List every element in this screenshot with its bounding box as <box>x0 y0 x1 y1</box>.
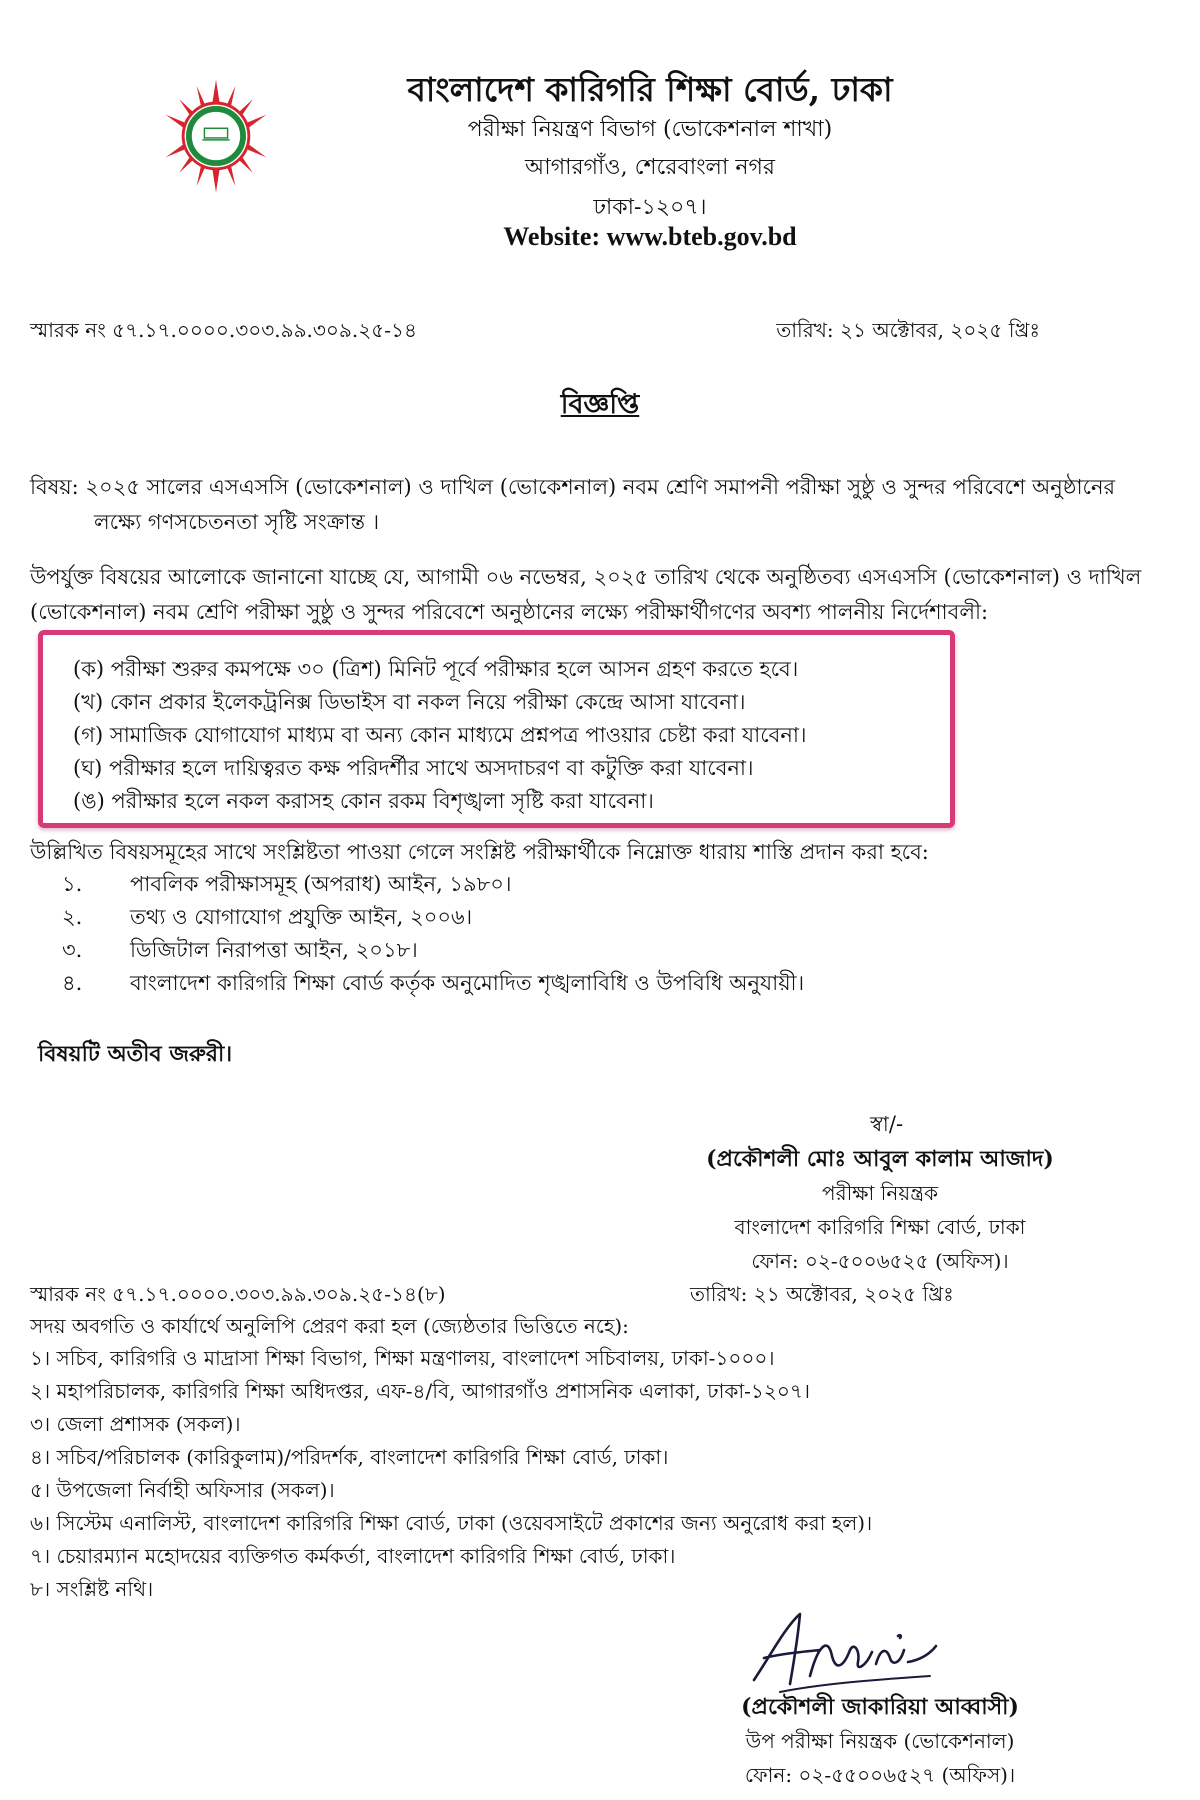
signatory-1-org: বাংলাদেশ কারিগরি শিক্ষা বোর্ড, ঢাকা <box>734 1215 1026 1239</box>
website-line: Website: www.bteb.gov.bd <box>503 222 797 251</box>
intro-line-2: (ভোকেশনাল) নবম শ্রেণি পরীক্ষা সুষ্ঠু ও সুন্দর পরিবেশে অনুষ্ঠানের লক্ষ্যে পরীক্ষার্থীগণের অবশ্য পালনীয় নির্দেশাবলী: <box>30 600 989 624</box>
notice-title: বিজ্ঞপ্তি <box>560 389 640 420</box>
laws-list <box>62 868 1122 1000</box>
copy-intro: সদয় অবগতি ও কার্যার্থে অনুলিপি প্রেরণ করা হল (জ্যেষ্ঠতার ভিত্তিতে নহে): <box>30 1314 629 1338</box>
intro-line-1: উপর্যুক্ত বিষয়ের আলোকে জানানো যাচ্ছে যে, আগামী ০৬ নভেম্বর, ২০২৫ তারিখ থেকে অনুষ্ঠিতব্য এসএসসি (ভোকেশনাল) ও দাখিল <box>30 565 1142 589</box>
handwritten-signature <box>740 1606 940 1696</box>
address-line-2: ঢাকা-১২০৭। <box>593 195 707 220</box>
signatory-2-name: (প্রকৌশলী জাকারিয়া আব্বাসী) <box>741 1694 1019 1720</box>
subject-line-1: বিষয়: ২০২৫ সালের এসএসসি (ভোকেশনাল) ও দাখিল (ভোকেশনাল) নবম শ্রেণি সমাপনী পরীক্ষা সুষ্ঠু ও সুন্দর পরিবেশে অনুষ্ঠানের <box>30 475 1116 499</box>
copy-memo-date: তারিখ: ২১ অক্টোবর, ২০২৫ খ্রিঃ <box>690 1282 954 1306</box>
penalty-intro: উল্লিখিত বিষয়সমূহের সাথে সংশ্লিষ্টতা পাওয়া গেলে সংশ্লিষ্ট পরীক্ষার্থীকে নিম্নোক্ত ধারায় শাস্তি প্রদান করা হবে: <box>30 840 929 864</box>
signed-mark: স্বা/- <box>870 1112 904 1136</box>
copy-item: ৭। চেয়ারম্যান মহোদয়ের ব্যক্তিগত কর্মকর্তা, বাংলাদেশ কারিগরি শিক্ষা বোর্ড, ঢাকা। <box>30 1544 676 1568</box>
signatory-1-phone: ফোন: ০২-৫০০৬৫২৫ (অফিস)। <box>751 1249 1009 1273</box>
copy-item: ৪। সচিব/পরিচালক (কারিকুলাম)/পরিদর্শক, বাংলাদেশ কারিগরি শিক্ষা বোর্ড, ঢাকা। <box>30 1445 669 1469</box>
instruction-item: (ঙ) পরীক্ষার হলে নকল করাসহ কোন রকম বিশৃঙ্খলা সৃষ্টি করা যাবেনা। <box>73 789 654 813</box>
board-title: বাংলাদেশ কারিগরি শিক্ষা বোর্ড, ঢাকা <box>407 70 893 109</box>
copy-item: ৩। জেলা প্রশাসক (সকল)। <box>30 1412 241 1436</box>
copy-item: ২। মহাপরিচালক, কারিগরি শিক্ষা অধিদপ্তর, এফ-৪/বি, আগারগাঁও প্রশাসনিক এলাকা, ঢাকা-১২০৭। <box>30 1379 811 1403</box>
instruction-item: (ঘ) পরীক্ষার হলে দায়িত্বরত কক্ষ পরিদর্শীর সাথে অসদাচরণ বা কটুক্তি করা যাবেনা। <box>73 756 754 780</box>
law-item: ২. তথ্য ও যোগাযোগ প্রযুক্তি আইন, ২০০৬। <box>62 905 473 929</box>
board-seal-logo <box>158 78 274 194</box>
copy-item: ৬। সিস্টেম এনালিস্ট, বাংলাদেশ কারিগরি শিক্ষা বোর্ড, ঢাকা (ওয়েবসাইটে প্রকাশের জন্য অনুরোধ করা হল)। <box>30 1511 873 1535</box>
signatory-1-designation: পরীক্ষা নিয়ন্ত্রক <box>822 1181 938 1205</box>
department-line: পরীক্ষা নিয়ন্ত্রণ বিভাগ (ভোকেশনাল শাখা) <box>467 117 833 142</box>
memo-date: তারিখ: ২১ অক্টোবর, ২০২৫ খ্রিঃ <box>776 318 1040 342</box>
copy-item: ১। সচিব, কারিগরি ও মাদ্রাসা শিক্ষা বিভাগ, শিক্ষা মন্ত্রণালয়, বাংলাদেশ সচিবালয়, ঢাকা-১০০০। <box>30 1346 775 1370</box>
signatory-2-designation: উপ পরীক্ষা নিয়ন্ত্রক (ভোকেশনাল) <box>745 1729 1015 1753</box>
subject-line-2: লক্ষ্যে গণসচেতনতা সৃষ্টি সংক্রান্ত । <box>94 510 380 534</box>
memo-number: স্মারক নং ৫৭.১৭.০০০০.৩০৩.৯৯.৩০৯.২৫-১৪ <box>30 318 417 342</box>
copy-memo-number: স্মারক নং ৫৭.১৭.০০০০.৩০৩.৯৯.৩০৯.২৫-১৪(৮) <box>30 1282 446 1306</box>
copy-item: ৫। উপজেলা নির্বাহী অফিসার (সকল)। <box>30 1478 335 1502</box>
signatory-2-phone: ফোন: ০২-৫৫০০৬৫২৭ (অফিস)। <box>744 1763 1016 1787</box>
instruction-item: (ক) পরীক্ষা শুরুর কমপক্ষে ৩০ (ত্রিশ) মিনিট পূর্বে পরীক্ষার হলে আসন গ্রহণ করতে হবে। <box>73 657 799 681</box>
address-line-1: আগারগাঁও, শেরেবাংলা নগর <box>525 155 775 180</box>
signatory-1-name: (প্রকৌশলী মোঃ আবুল কালাম আজাদ) <box>706 1146 1054 1172</box>
copy-list <box>30 1342 1170 1606</box>
instructions-box <box>38 630 955 828</box>
copy-item: ৮। সংশ্লিষ্ট নথি। <box>30 1577 154 1601</box>
signatory-1-block <box>640 1142 1120 1278</box>
urgent-note: বিষয়টি অতীব জরুরী। <box>38 1041 233 1067</box>
signatory-2-block <box>640 1690 1120 1792</box>
instruction-item: (গ) সামাজিক যোগাযোগ মাধ্যম বা অন্য কোন মাধ্যমে প্রশ্নপত্র পাওয়ার চেষ্টা করা যাবেনা। <box>73 723 807 747</box>
instruction-item: (খ) কোন প্রকার ইলেকট্রনিক্স ডিভাইস বা নকল নিয়ে পরীক্ষা কেন্দ্রে আসা যাবেনা। <box>73 690 746 714</box>
law-item: ৩. ডিজিটাল নিরাপত্তা আইন, ২০১৮। <box>62 938 418 962</box>
memo-row <box>30 316 1040 349</box>
law-item: ১. পাবলিক পরীক্ষাসমূহ (অপরাধ) আইন, ১৯৮০। <box>62 872 512 896</box>
law-item: ৪. বাংলাদেশ কারিগরি শিক্ষা বোর্ড কর্তৃক অনুমোদিত শৃঙ্খলাবিধি ও উপবিধি অনুযায়ী। <box>62 971 805 995</box>
